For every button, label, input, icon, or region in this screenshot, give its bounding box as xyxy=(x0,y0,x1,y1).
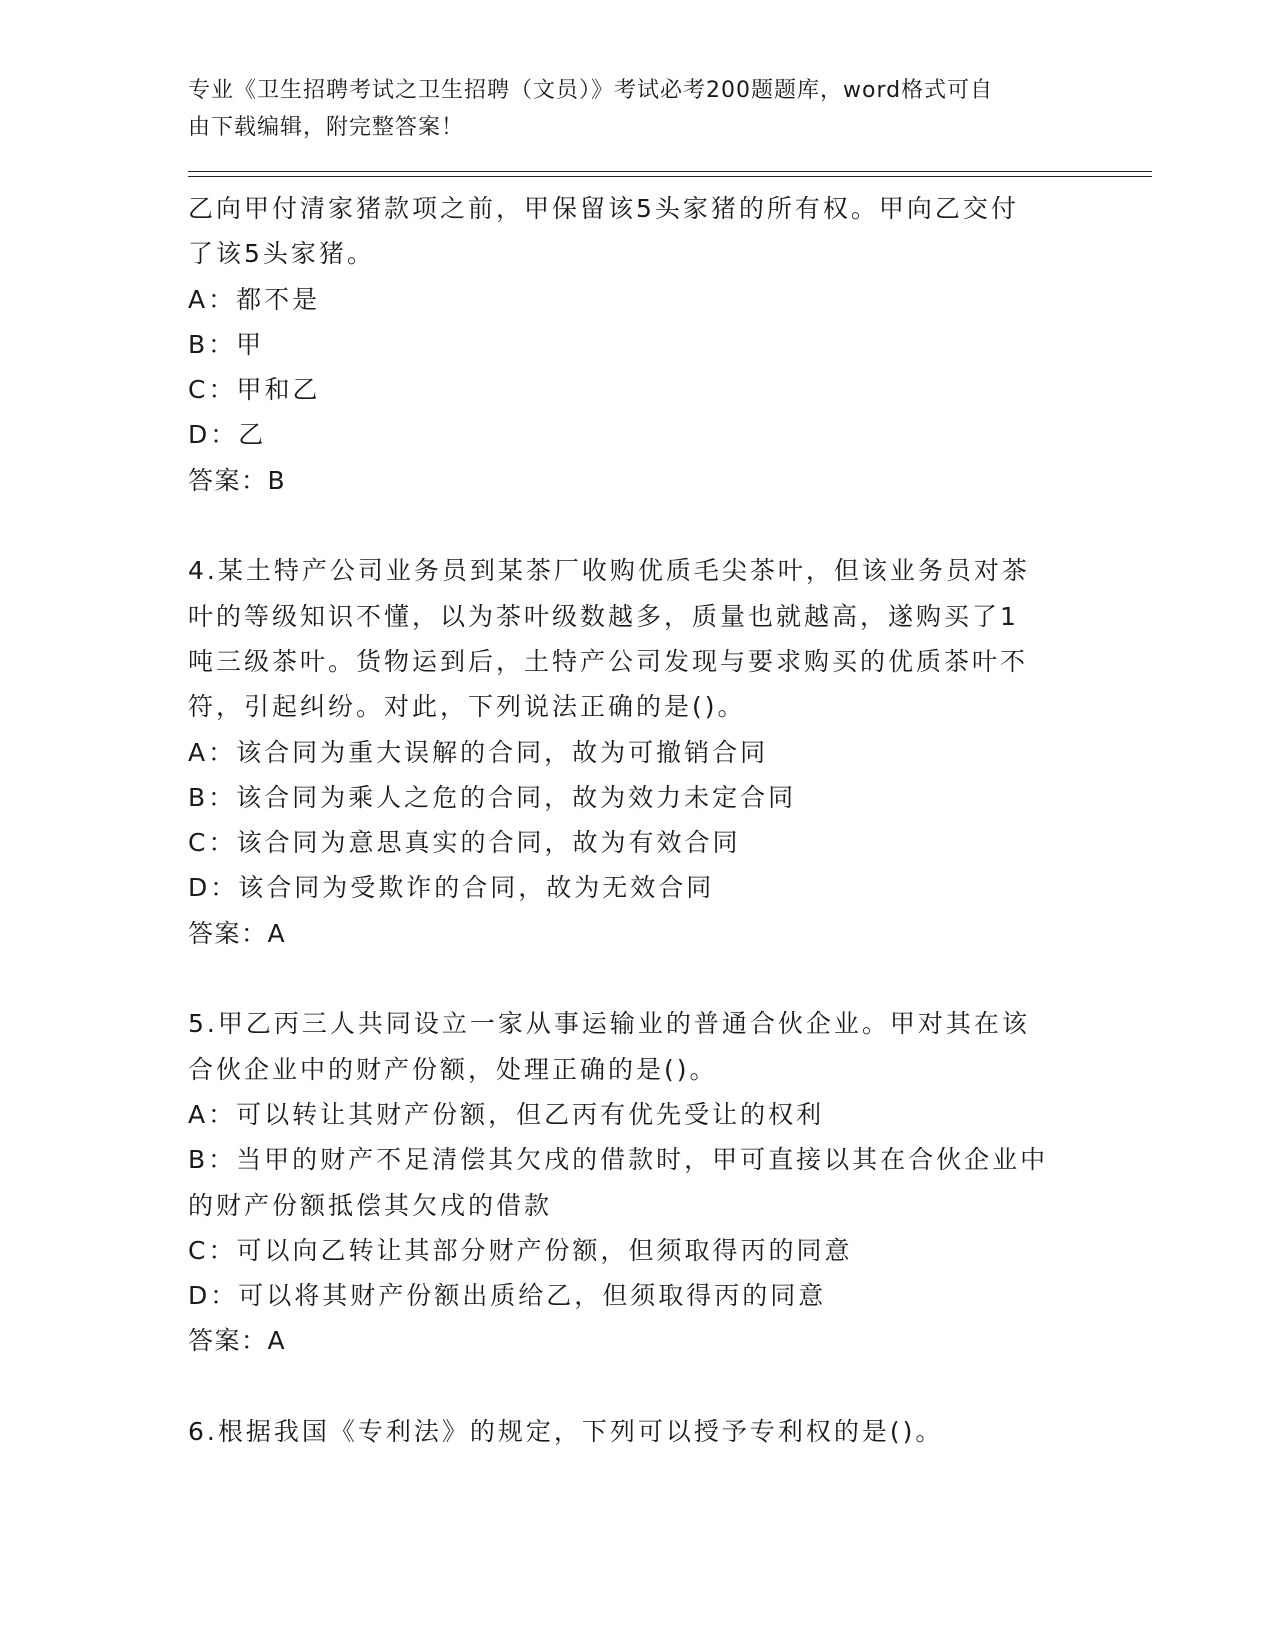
question-3 xyxy=(188,186,1088,503)
question-text: 符，引起纠纷。对此，下列说法正确的是()。 xyxy=(188,692,746,722)
option-b-continued: 的财产份额抵偿其欠戌的借款 xyxy=(188,1190,553,1220)
option-b: B：该合同为乘人之危的合同，故为效力未定合同 xyxy=(188,782,797,812)
option-b: B：甲 xyxy=(188,329,265,359)
question-5 xyxy=(188,1001,1088,1363)
question-text: 吨三级茶叶。货物运到后，土特产公司发现与要求购买的优质茶叶不 xyxy=(188,646,1029,676)
option-b: B：当甲的财产不足清偿其欠戌的借款时，甲可直接以其在合伙企业中 xyxy=(188,1145,1049,1175)
header-divider-top xyxy=(188,171,1152,172)
header-line-2: 由下载编辑，附完整答案！ xyxy=(188,115,465,140)
question-text: 5.甲乙丙三人共同设立一家从事运输业的普通合伙企业。甲对其在该 xyxy=(188,1009,1030,1039)
question-text: 4.某土特产公司业务员到某茶厂收购优质毛尖茶叶，但该业务员对茶 xyxy=(188,556,1030,586)
answer: 答案：A xyxy=(188,918,287,948)
question-text: 叶的等级知识不懂，以为茶叶级数越多，质量也就越高，遂购买了1 xyxy=(188,601,1019,631)
option-c: C：该合同为意思真实的合同，故为有效合同 xyxy=(188,828,741,858)
answer: 答案：B xyxy=(188,465,287,495)
question-text: 6.根据我国《专利法》的规定，下列可以授予专利权的是()。 xyxy=(188,1417,944,1447)
question-text: 乙向甲付清家猪款项之前，甲保留该5头家猪的所有权。甲向乙交付 xyxy=(188,194,1019,223)
header-divider-bottom xyxy=(188,176,1152,177)
header-line-1: 专业《卫生招聘考试之卫生招聘（文员）》考试必考200题题库，word格式可自 xyxy=(188,78,994,103)
page-header xyxy=(188,72,1068,146)
option-d: D：该合同为受欺诈的合同，故为无效合同 xyxy=(188,873,715,903)
answer: 答案：A xyxy=(188,1326,287,1356)
option-d: D：可以将其财产份额出质给乙，但须取得丙的同意 xyxy=(188,1281,827,1311)
option-c: C：甲和乙 xyxy=(188,375,321,405)
question-text: 了该5头家猪。 xyxy=(188,239,375,269)
option-a: A：该合同为重大误解的合同，故为可撤销合同 xyxy=(188,737,769,767)
option-a: A：可以转让其财产份额，但乙丙有优先受让的权利 xyxy=(188,1099,825,1129)
question-6 xyxy=(188,1409,1088,1454)
option-a: A：都不是 xyxy=(188,284,321,314)
question-text: 合伙企业中的财产份额，处理正确的是()。 xyxy=(188,1054,718,1084)
option-d: D：乙 xyxy=(188,420,267,450)
document-body xyxy=(188,186,1088,1454)
question-4 xyxy=(188,548,1088,956)
option-c: C：可以向乙转让其部分财产份额，但须取得丙的同意 xyxy=(188,1235,853,1265)
